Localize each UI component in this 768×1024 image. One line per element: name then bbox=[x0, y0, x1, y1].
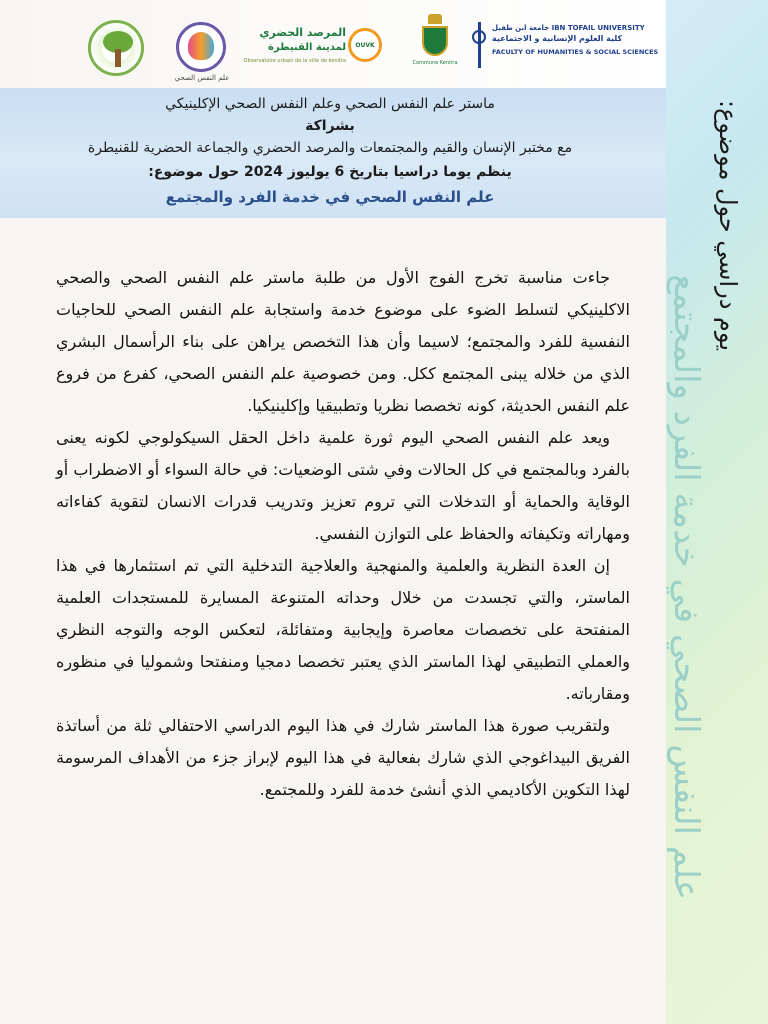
program-title: ماستر علم النفس الصحي وعلم النفس الصحي الإكلينيكي bbox=[165, 96, 495, 112]
paragraph-2: ويعد علم النفس الصحي اليوم ثورة علمية داخل الحقل السيكولوجي لكونه يعنى بالفرد وبالمجتمع في كل الحالات وفي شتى الوضعيات: في حالة السواء أو الاضطراب أو الوقاية والحماية أو التدخلات التي تروم تعزيز وتدريب قدرات الانسان لتقوية كفاءاته ومهاراته وتكيفاته والحفاظ على التوازن النفسي. bbox=[56, 428, 630, 543]
faculty-english: FACULTY OF HUMANITIES & SOCIAL SCIENCES bbox=[492, 48, 659, 56]
tree-trunk-icon bbox=[115, 49, 121, 67]
psychology-caption: علم النفس الصحي bbox=[174, 74, 230, 82]
paragraph-1: جاءت مناسبة تخرج الفوج الأول من طلبة ماستر علم النفس الصحي والصحي الاكلينيكي لتسلط الضوء على موضوع خدمة واستجابة علم النفس الصحي للحاجيات النفسية للفرد والمجتمع؛ لاسيما وأن هذا التخصص يراهن على بناء الرأسمال البشري الذي من خلاله يبنى المجتمع ككل. ومن خصوصية علم النفس الصحي، كفرع من فروع علم النفس الحديثة، كونه تخصصا نظريا وتطبيقيا وإكلينيكيا. bbox=[56, 268, 630, 415]
commune-caption: Commune Kenitra bbox=[412, 60, 458, 66]
observatory-logo bbox=[243, 24, 382, 70]
tree-seal-logo bbox=[88, 20, 144, 76]
article-body bbox=[56, 262, 630, 806]
partnership-label: بشراكة bbox=[305, 118, 355, 134]
psychology-lab-logo bbox=[172, 22, 232, 82]
commune-logo bbox=[412, 14, 458, 74]
paragraph-4: ولتقريب صورة هذا الماستر شارك في هذا اليوم الدراسي الاحتفالي ثلة من أساتذة الفريق البيداغوجي الذي شارك بفعالية في هذا اليوم لإبراز جزء من الأهداف المرسومة لهذا التكوين الأكاديمي الذي أنشئ خدمة للفرد وللمجتمع. bbox=[56, 716, 630, 799]
side-heading: يوم دراسي حول موضوع: bbox=[714, 100, 742, 351]
observatory-french: Observatoire urbain de la ville de kenitra bbox=[243, 58, 346, 64]
university-logo bbox=[470, 22, 659, 70]
partners-line: مع مختبر الإنسان والقيم والمجتمعات والمرصد الحضري والجماعة الحضرية للقنيطرة bbox=[87, 140, 573, 156]
head-profile-icon bbox=[188, 32, 214, 60]
event-topic: علم النفس الصحي في خدمة الفرد والمجتمع bbox=[165, 188, 495, 206]
university-name: جامعة ابن طفيل IBN TOFAIL UNIVERSITY bbox=[492, 24, 645, 32]
paragraph-3: إن العدة النظرية والعلمية والمنهجية والعلاجية التدخلية التي تم استثمارها في هذا الماستر، والتي تجسدت من خلال وحداته المتنوعة المسايرة للمستجدات العلمية المنفتحة على تخصصات معاصرة وإيجابية ومتفائلة، لتعكس الوجه والتوجه النظري والعملي التطبيقي لهذا الماستر الذي يعتبر تخصصا دمجيا ومنفتحا وشموليا في منظوره ومقارباته. bbox=[56, 556, 630, 703]
observatory-subtitle: لمدينة القنيطرة bbox=[267, 42, 346, 53]
observatory-badge: OUVK bbox=[348, 28, 382, 62]
observatory-title: المرصد الحضري bbox=[259, 26, 346, 39]
crown-icon bbox=[428, 14, 442, 24]
faculty-arabic: كلية العلوم الإنسانية و الاجتماعية bbox=[492, 34, 623, 43]
logos-row bbox=[0, 0, 666, 88]
event-date-line: ينظم يوما دراسيا بتاريخ 6 يوليوز 2024 حول موضوع: bbox=[148, 164, 512, 180]
side-topic: علم النفس الصحي في خدمة الفرد والمجتمع bbox=[666, 274, 706, 900]
shield-icon bbox=[422, 26, 448, 56]
side-panel bbox=[666, 0, 768, 1024]
event-banner bbox=[0, 88, 666, 218]
university-mark-icon bbox=[470, 22, 488, 68]
